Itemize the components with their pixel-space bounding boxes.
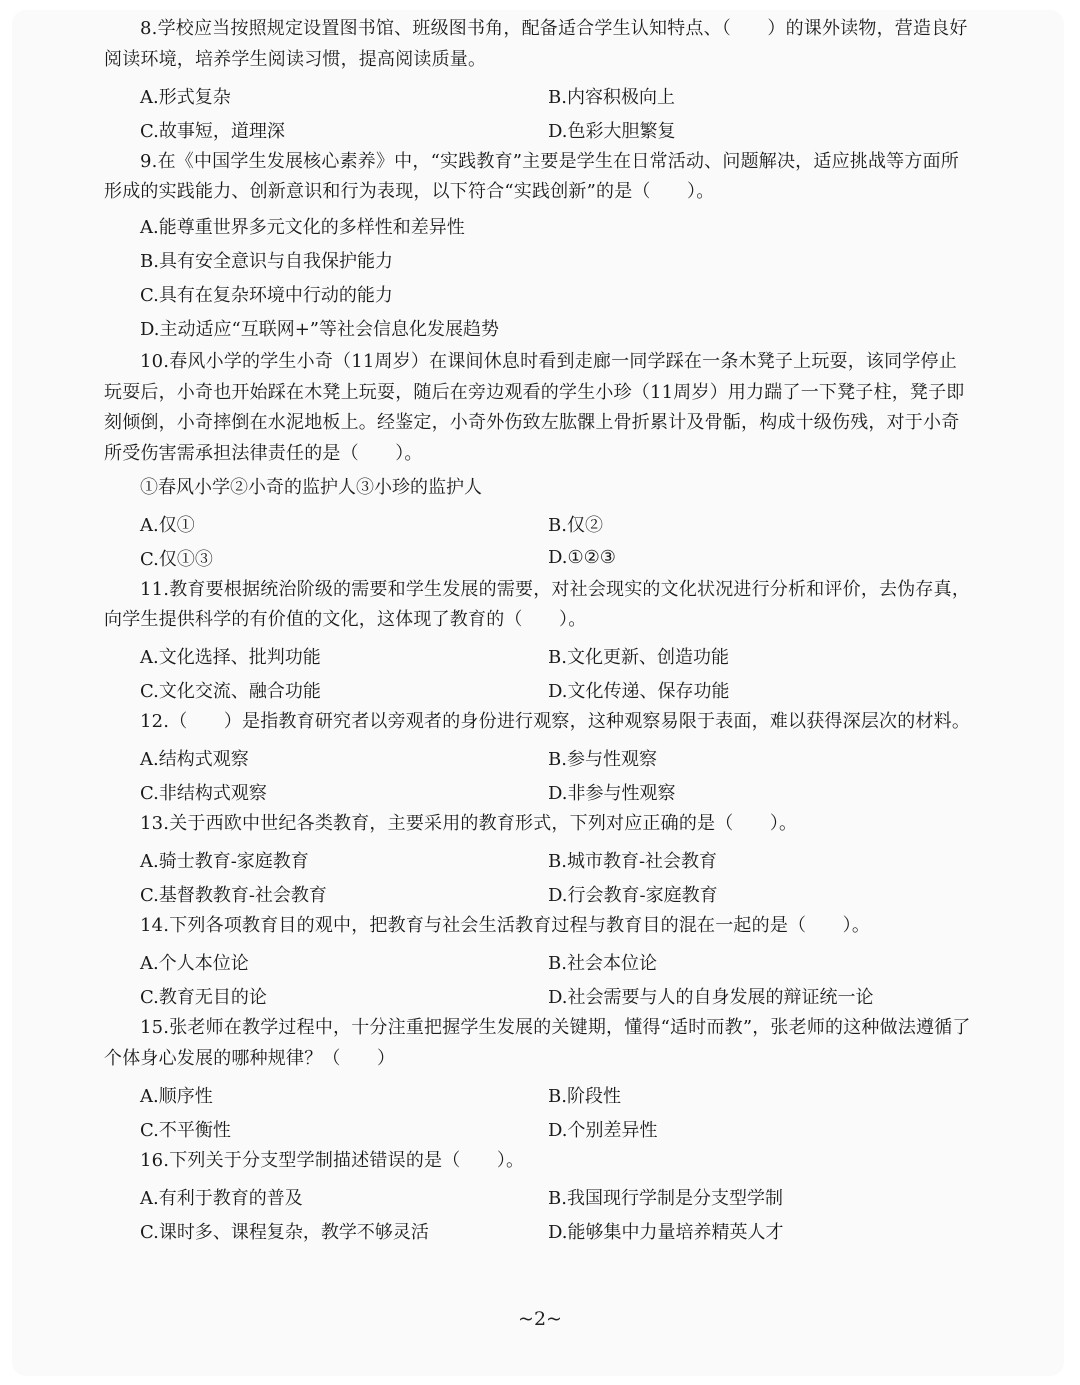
option-a: A.文化选择、批判功能: [140, 647, 321, 668]
question-11: [104, 575, 974, 708]
question-14: [104, 911, 974, 1013]
option-b: B.社会本位论: [548, 953, 657, 974]
option-a: A.结构式观察: [140, 749, 249, 770]
option-a: A.骑士教育-家庭教育: [140, 851, 309, 872]
option-a: A.能尊重世界多元文化的多样性和差异性: [140, 217, 465, 238]
question-stem: 8.学校应当按照规定设置图书馆、班级图书角，配备适合学生认知特点、（ ）的课外读物，营造良好阅读环境，培养学生阅读习惯，提高阅读质量。: [104, 18, 968, 70]
option-c: C.文化交流、融合功能: [140, 681, 321, 702]
question-stem: 15.张老师在教学过程中，十分注重把握学生发展的关键期，懂得“适时而教”，张老师的这种做法遵循了个体身心发展的哪种规律？（ ）: [104, 1017, 971, 1069]
option-b: B.文化更新、创造功能: [548, 647, 729, 668]
options: [140, 1078, 974, 1146]
option-c: C.非结构式观察: [140, 783, 267, 804]
option-b: B.我国现行学制是分支型学制: [548, 1187, 783, 1209]
option-d: D.能够集中力量培养精英人才: [548, 1221, 784, 1243]
option-b: B.参与性观察: [548, 749, 657, 770]
option-c: C.基督教教育-社会教育: [140, 885, 327, 906]
option-d: D.个别差异性: [548, 1119, 658, 1141]
option-b: B.仅②: [548, 514, 603, 536]
options: [140, 211, 974, 347]
option-a: A.个人本位论: [140, 953, 249, 974]
option-b: B.具有安全意识与自我保护能力: [140, 251, 393, 272]
option-c: C.不平衡性: [140, 1119, 231, 1141]
question-list: [104, 14, 974, 1248]
question-10: [104, 347, 974, 575]
options: [140, 79, 974, 147]
question-stem: 14.下列各项教育目的观中，把教育与社会生活教育过程与教育目的混在一起的是（ ）。: [140, 915, 871, 936]
option-c: C.具有在复杂环境中行动的能力: [140, 285, 393, 306]
question-12: [104, 707, 974, 809]
question-9: [104, 147, 974, 348]
options: [140, 945, 974, 1013]
question-stem: 11.教育要根据统治阶级的需要和学生发展的需要，对社会现实的文化状况进行分析和评价，去伪存真，向学生提供科学的有价值的文化，这体现了教育的（ ）。: [104, 578, 971, 630]
options: [140, 639, 974, 707]
option-a: A.形式复杂: [140, 86, 231, 108]
page-number: ~2~: [518, 1308, 562, 1330]
option-b: B.阶段性: [548, 1085, 621, 1107]
question-13: [104, 809, 974, 911]
option-b: B.城市教育-社会教育: [548, 851, 718, 872]
option-d: D.文化传递、保存功能: [548, 681, 730, 702]
question-stem: 9.在《中国学生发展核心素养》中，“实践教育”主要是学生在日常活动、问题解决，适应挑战等方面所形成的实践能力、创新意识和行为表现，以下符合“实践创新”的是（ ）。: [104, 150, 959, 202]
question-stem: 12.（ ）是指教育研究者以旁观者的身份进行观察，这种观察易限于表面，难以获得深层次的材料。: [140, 711, 971, 732]
option-c: C.仅①③: [140, 548, 213, 570]
options: [140, 507, 974, 575]
option-a: A.仅①: [140, 514, 195, 536]
question-statements: ①春风小学②小奇的监护人③小珍的监护人: [140, 476, 482, 498]
option-c: C.教育无目的论: [140, 987, 267, 1008]
option-c: C.课时多、课程复杂，教学不够灵活: [140, 1221, 429, 1243]
options: [140, 843, 974, 911]
question-8: [104, 14, 974, 147]
option-b: B.内容积极向上: [548, 86, 675, 108]
option-d: D.①②③: [548, 547, 616, 568]
option-c: C.故事短，道理深: [140, 120, 285, 142]
option-a: A.顺序性: [140, 1085, 213, 1107]
question-16: [104, 1146, 974, 1248]
option-d: D.主动适应“互联网+”等社会信息化发展趋势: [140, 319, 499, 340]
options: [140, 1180, 974, 1248]
option-d: D.行会教育-家庭教育: [548, 885, 718, 906]
option-d: D.非参与性观察: [548, 783, 676, 804]
option-d: D.社会需要与人的自身发展的辩证统一论: [548, 987, 874, 1008]
question-stem: 10.春风小学的学生小奇（11周岁）在课间休息时看到走廊一同学踩在一条木凳子上玩耍，该同学停止玩耍后，小奇也开始踩在木凳上玩耍，随后在旁边观看的学生小珍（11周岁）用力踹了一下凳子柱，凳子即刻倾倒，小奇摔倒在水泥地板上。经鉴定，小奇外伤致左肱髁上骨折累计及骨骺，构成十级伤残，对于小奇所受伤害需承担法律责任的是（ ）。: [104, 351, 965, 464]
question-stem: 16.下列关于分支型学制描述错误的是（ ）。: [140, 1149, 525, 1171]
question-15: [104, 1013, 974, 1146]
question-stem: 13.关于西欧中世纪各类教育，主要采用的教育形式，下列对应正确的是（ ）。: [140, 813, 798, 834]
option-d: D.色彩大胆繁复: [548, 120, 676, 142]
options: [140, 741, 974, 809]
option-a: A.有利于教育的普及: [140, 1187, 303, 1209]
